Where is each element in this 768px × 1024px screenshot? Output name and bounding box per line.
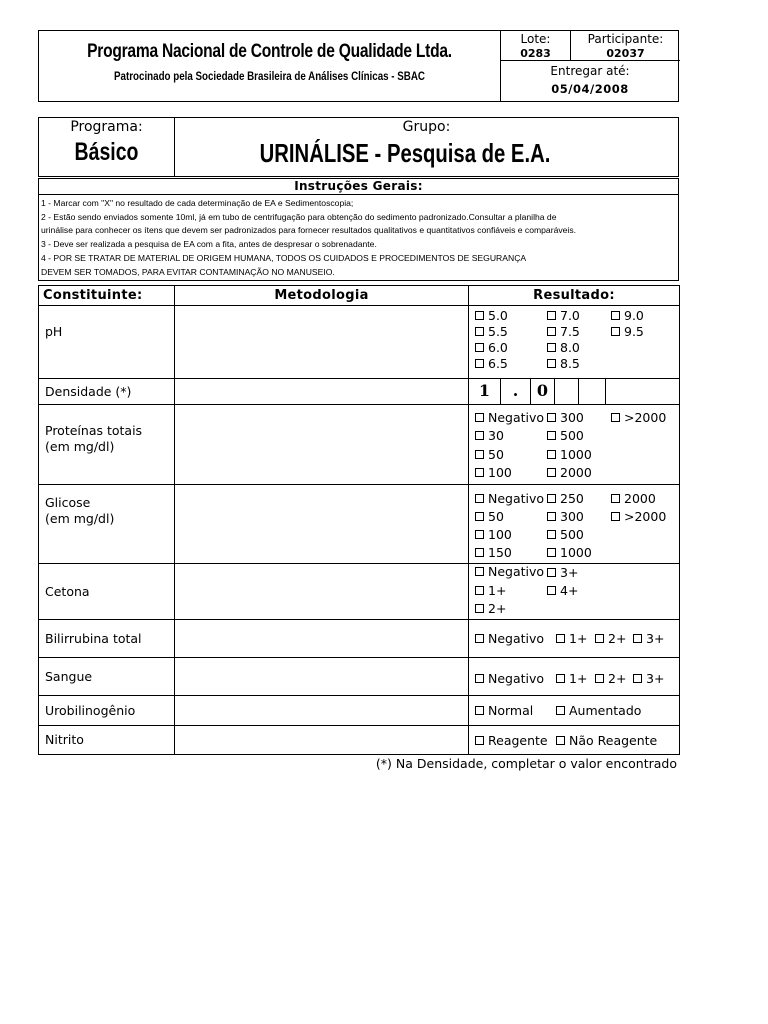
checkbox-icon xyxy=(547,530,556,539)
densidade-label: Densidade (*) xyxy=(39,379,175,405)
checkbox-icon xyxy=(475,468,484,477)
glicose-option[interactable]: Negativo xyxy=(475,491,544,506)
ph-option[interactable]: 6.5 xyxy=(475,356,508,371)
checkbox-icon xyxy=(595,634,604,643)
cetona-metodologia[interactable] xyxy=(175,564,469,620)
entregar-value: 05/04/2008 xyxy=(551,82,629,96)
ph-result xyxy=(469,306,680,379)
proteinas-label-line1: Proteínas totais xyxy=(45,423,143,438)
glicose-option[interactable]: 2000 xyxy=(611,491,656,506)
proteinas-option[interactable]: 2000 xyxy=(547,465,592,480)
sangue-option[interactable]: 3+ xyxy=(633,671,664,686)
bilirrubina-option[interactable]: 2+ xyxy=(595,631,626,646)
proteinas-metodologia[interactable] xyxy=(175,405,469,485)
checkbox-icon xyxy=(475,494,484,503)
checkbox-icon xyxy=(475,586,484,595)
ph-option[interactable]: 7.5 xyxy=(547,324,580,339)
bilirrubina-result xyxy=(469,620,680,658)
proteinas-option[interactable]: 100 xyxy=(475,465,512,480)
table-row xyxy=(39,306,680,379)
glicose-metodologia[interactable] xyxy=(175,485,469,564)
table-row xyxy=(39,405,680,485)
form-header xyxy=(38,30,679,102)
glicose-option[interactable]: >2000 xyxy=(611,509,666,524)
checkbox-icon xyxy=(547,494,556,503)
glicose-option[interactable]: 1000 xyxy=(547,545,592,560)
checkbox-icon xyxy=(611,512,620,521)
densidade-result xyxy=(469,379,680,405)
sangue-option[interactable]: 1+ xyxy=(556,671,587,686)
results-table xyxy=(38,285,680,755)
checkbox-icon xyxy=(633,634,642,643)
checkbox-icon xyxy=(547,431,556,440)
checkbox-icon xyxy=(475,604,484,613)
cetona-option[interactable]: 4+ xyxy=(547,583,578,598)
proteinas-option[interactable]: 50 xyxy=(475,447,504,462)
footnote: (*) Na Densidade, completar o valor encontrado xyxy=(375,756,677,771)
checkbox-icon xyxy=(475,327,484,336)
nitrito-label: Nitrito xyxy=(39,726,175,755)
checkbox-icon xyxy=(611,311,620,320)
checkbox-icon xyxy=(633,674,642,683)
lote-value: 0283 xyxy=(520,47,551,60)
header-metodologia: Metodologia xyxy=(175,286,469,306)
glicose-label-line1: Glicose xyxy=(45,495,91,510)
instruction-line: 4 - POR SE TRATAR DE MATERIAL DE ORIGEM HUMANA, TODOS OS CUIDADOS E PROCEDIMENTOS DE SEGURANÇA xyxy=(41,252,527,263)
densidade-digit-2: 0 xyxy=(531,379,555,404)
urobilinogenio-label: Urobilinogênio xyxy=(39,696,175,726)
table-row xyxy=(39,564,680,620)
checkbox-icon xyxy=(475,736,484,745)
header-resultado: Resultado: xyxy=(469,286,680,306)
lote-label: Lote: xyxy=(520,32,551,46)
glicose-option[interactable]: 250 xyxy=(547,491,584,506)
checkbox-icon xyxy=(547,548,556,557)
instructions-title: Instruções Gerais: xyxy=(39,179,678,195)
bilirrubina-metodologia[interactable] xyxy=(175,620,469,658)
ph-metodologia[interactable] xyxy=(175,306,469,379)
checkbox-icon xyxy=(611,413,620,422)
checkbox-icon xyxy=(547,359,556,368)
checkbox-icon xyxy=(547,413,556,422)
cetona-option[interactable]: 1+ xyxy=(475,583,506,598)
table-row xyxy=(39,696,680,726)
proteinas-option[interactable]: 500 xyxy=(547,428,584,443)
proteinas-option[interactable]: 30 xyxy=(475,428,504,443)
participante-label: Participante: xyxy=(587,32,664,46)
checkbox-icon xyxy=(556,706,565,715)
header-constituinte: Constituinte: xyxy=(39,286,175,306)
ph-option[interactable]: 7.0 xyxy=(547,308,580,323)
checkbox-icon xyxy=(475,706,484,715)
checkbox-icon xyxy=(611,494,620,503)
nitrito-option[interactable]: Não Reagente xyxy=(556,733,657,748)
proteinas-option[interactable]: 1000 xyxy=(547,447,592,462)
checkbox-icon xyxy=(475,530,484,539)
glicose-option[interactable]: 500 xyxy=(547,527,584,542)
densidade-digit-1: 1 xyxy=(469,379,501,404)
ph-option[interactable]: 8.5 xyxy=(547,356,580,371)
checkbox-icon xyxy=(475,674,484,683)
checkbox-icon xyxy=(475,567,484,576)
densidade-dot: . xyxy=(501,379,531,404)
sangue-option[interactable]: 2+ xyxy=(595,671,626,686)
ph-option[interactable]: 9.5 xyxy=(611,324,644,339)
header-subtitle: Patrocinado pela Sociedade Brasileira de Análises Clínicas - SBAC xyxy=(114,71,425,83)
grupo-label: Grupo: xyxy=(402,119,451,135)
ph-label: pH xyxy=(39,306,175,379)
header-info-panel xyxy=(500,31,679,101)
sangue-metodologia[interactable] xyxy=(175,658,469,696)
urobilinogenio-metodologia[interactable] xyxy=(175,696,469,726)
instruction-line: 2 - Estão sendo enviados somente 10ml, já em tubo de centrifugação para obtenção do sedimento padronizado.Consultar a planilha de xyxy=(41,211,557,222)
urobilinogenio-result xyxy=(469,696,680,726)
ph-option[interactable]: 6.0 xyxy=(475,340,508,355)
checkbox-icon xyxy=(556,634,565,643)
ph-option[interactable]: 5.0 xyxy=(475,308,508,323)
instruction-line: 3 - Deve ser realizada a pesquisa de EA com a fita, antes de despresar o sobrenadante. xyxy=(41,239,377,250)
program-box xyxy=(38,117,679,177)
proteinas-option[interactable]: Negativo xyxy=(475,410,544,425)
programa-label: Programa: xyxy=(70,119,143,135)
table-row xyxy=(39,379,680,405)
densidade-metodologia[interactable] xyxy=(175,379,469,405)
checkbox-icon xyxy=(475,450,484,459)
bilirrubina-option[interactable]: 1+ xyxy=(556,631,587,646)
sangue-label: Sangue xyxy=(39,658,175,696)
glicose-option[interactable]: 100 xyxy=(475,527,512,542)
proteinas-result xyxy=(469,405,680,485)
grupo-value: URINÁLISE - Pesquisa de E.A. xyxy=(259,138,551,168)
checkbox-icon xyxy=(595,674,604,683)
programa-value: Básico xyxy=(74,138,139,166)
cetona-option[interactable]: Negativo xyxy=(475,564,544,579)
cetona-option[interactable]: 2+ xyxy=(475,601,506,616)
proteinas-option[interactable]: 300 xyxy=(547,410,584,425)
nitrito-metodologia[interactable] xyxy=(175,726,469,755)
table-row xyxy=(39,726,680,755)
checkbox-icon xyxy=(611,327,620,336)
urobilinogenio-option[interactable]: Normal xyxy=(475,703,533,718)
table-row xyxy=(39,620,680,658)
table-row xyxy=(39,485,680,564)
checkbox-icon xyxy=(547,568,556,577)
checkbox-icon xyxy=(475,343,484,352)
checkbox-icon xyxy=(547,327,556,336)
ph-option[interactable]: 5.5 xyxy=(475,324,508,339)
cetona-result xyxy=(469,564,680,620)
checkbox-icon xyxy=(547,512,556,521)
checkbox-icon xyxy=(556,674,565,683)
nitrito-option[interactable]: Reagente xyxy=(475,733,548,748)
table-row xyxy=(39,658,680,696)
proteinas-label-line2: (em mg/dl) xyxy=(45,439,115,454)
sangue-option[interactable]: Negativo xyxy=(475,671,544,686)
checkbox-icon xyxy=(475,431,484,440)
entregar-label: Entregar até: xyxy=(550,64,630,78)
instructions-list xyxy=(41,197,677,279)
glicose-label xyxy=(39,485,175,564)
checkbox-icon xyxy=(547,343,556,352)
densidade-input-3[interactable] xyxy=(555,379,579,404)
participante-value: 02037 xyxy=(606,47,645,60)
checkbox-icon xyxy=(547,450,556,459)
glicose-option[interactable]: 50 xyxy=(475,509,504,524)
checkbox-icon xyxy=(475,359,484,368)
cetona-option[interactable]: 3+ xyxy=(547,565,578,580)
instructions-box xyxy=(38,178,679,281)
participante-cell xyxy=(571,31,680,61)
checkbox-icon xyxy=(475,512,484,521)
densidade-input-4[interactable] xyxy=(579,379,606,404)
bilirrubina-option[interactable]: Negativo xyxy=(475,631,544,646)
urobilinogenio-option[interactable]: Aumentado xyxy=(556,703,641,718)
checkbox-icon xyxy=(547,586,556,595)
checkbox-icon xyxy=(556,736,565,745)
header-title: Programa Nacional de Controle de Qualidade Ltda. xyxy=(87,41,452,62)
proteinas-label xyxy=(39,405,175,485)
instruction-line: DEVEM SER TOMADOS, PARA EVITAR CONTAMINAÇÃO NO MANUSEIO. xyxy=(41,266,335,277)
glicose-result xyxy=(469,485,680,564)
glicose-label-line2: (em mg/dl) xyxy=(45,511,115,526)
sangue-result xyxy=(469,658,680,696)
instruction-line: urinálise para conhecer os ítens que devem ser padronizados para fornecer resultados qualitativos e quantitativos confiáveis e comparáveis. xyxy=(41,225,577,236)
instruction-line: 1 - Marcar com "X" no resultado de cada determinação de EA e Sedimentoscopia; xyxy=(41,198,354,208)
checkbox-icon xyxy=(475,548,484,557)
proteinas-option[interactable]: >2000 xyxy=(611,410,666,425)
glicose-option[interactable]: 300 xyxy=(547,509,584,524)
ph-option[interactable]: 8.0 xyxy=(547,340,580,355)
cetona-label: Cetona xyxy=(39,564,175,620)
checkbox-icon xyxy=(475,311,484,320)
bilirrubina-option[interactable]: 3+ xyxy=(633,631,664,646)
checkbox-icon xyxy=(475,413,484,422)
bilirrubina-label: Bilirrubina total xyxy=(39,620,175,658)
lote-cell xyxy=(501,31,571,61)
ph-option[interactable]: 9.0 xyxy=(611,308,644,323)
checkbox-icon xyxy=(547,468,556,477)
nitrito-result xyxy=(469,726,680,755)
checkbox-icon xyxy=(475,634,484,643)
table-header-row xyxy=(39,286,680,306)
glicose-option[interactable]: 150 xyxy=(475,545,512,560)
checkbox-icon xyxy=(547,311,556,320)
